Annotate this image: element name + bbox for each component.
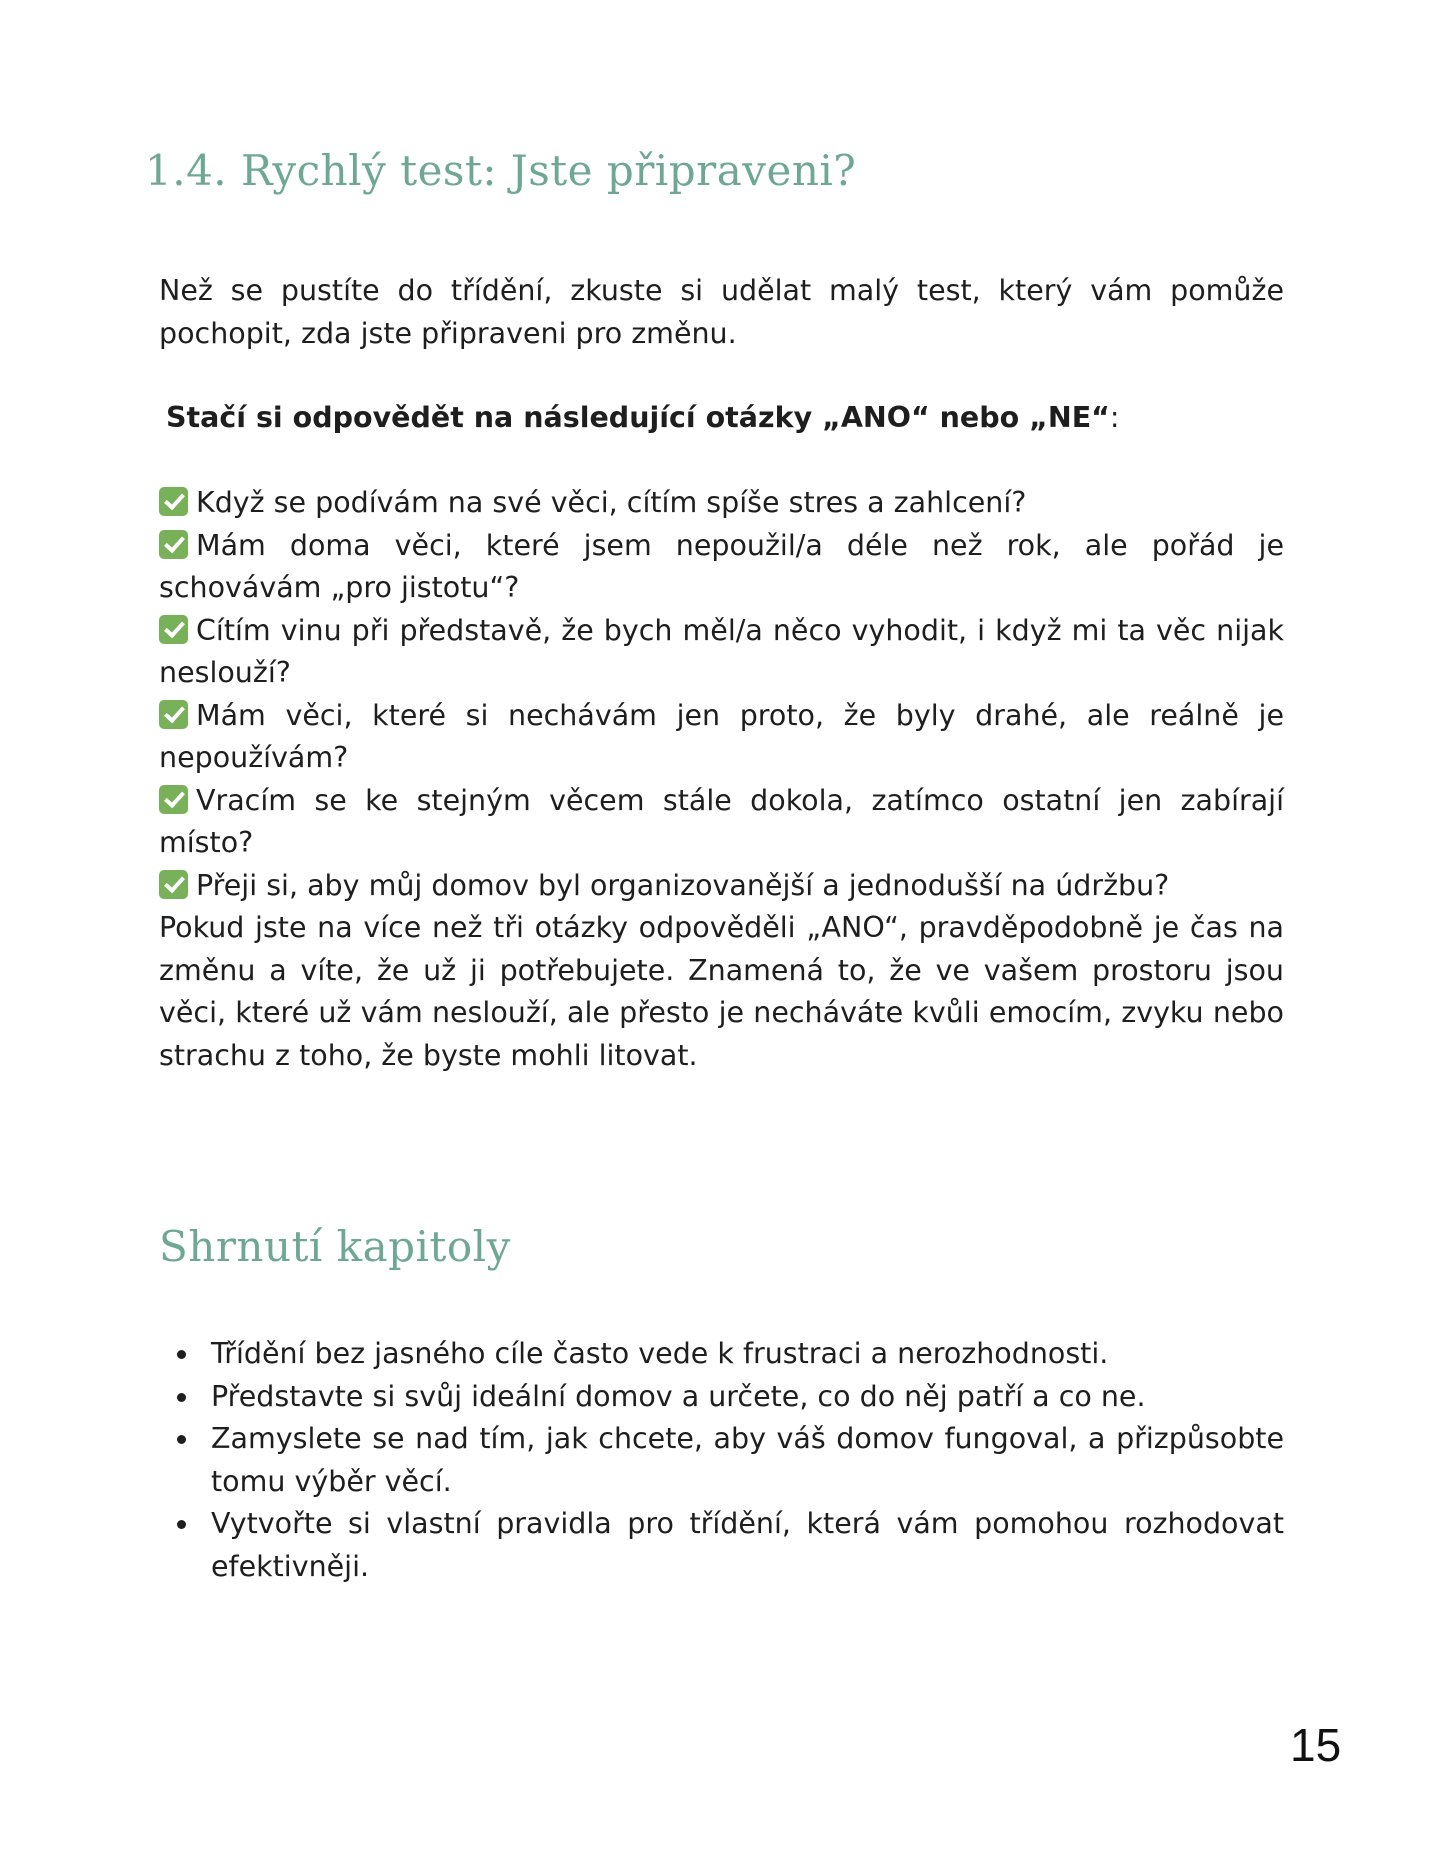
checklist-item-text: Přeji si, aby můj domov byl organizovanější a jednodušší na údržbu? (196, 868, 1170, 902)
summary-heading: Shrnutí kapitoly (159, 1222, 511, 1271)
check-mark-button-icon (159, 530, 188, 559)
summary-item (159, 1503, 1284, 1588)
checklist-item (159, 525, 1284, 610)
checklist-item-text: Cítím vinu při představě, že bych měl/a něco vyhodit, i když mi ta věc nijak neslouží? (159, 613, 1284, 689)
bullet-icon (177, 1435, 186, 1444)
check-mark-button-icon (159, 785, 188, 814)
checklist-item (159, 780, 1284, 865)
summary-list (159, 1333, 1284, 1588)
summary-item-text: Třídění bez jasného cíle často vede k frustraci a nerozhodnosti. (211, 1337, 1109, 1370)
check-mark-button-icon (159, 487, 188, 516)
checklist-item-text: Když se podívám na své věci, cítím spíše stres a zahlcení? (196, 486, 1027, 519)
check-mark-button-icon (159, 870, 188, 899)
result-paragraph: Pokud jste na více než tři otázky odpověděli „ANO“, pravděpodobně je čas na změnu a víte, že už ji potřebujete. Znamená to, že ve vašem prostoru jsou věci, které už vám neslouží, ale přesto je necháváte kvůli emocím, zvyku nebo strachu z toho, že byste mohli litovat. (159, 911, 1284, 1072)
summary-item-text: Zamyslete se nad tím, jak chcete, aby váš domov fungoval, a přizpůsobte tomu výběr věcí. (211, 1422, 1284, 1498)
summary-item-text: Představte si svůj ideální domov a určete, co do něj patří a co ne. (211, 1379, 1146, 1413)
summary-item (159, 1418, 1284, 1503)
checklist-item-text: Mám doma věci, které jsem nepoužil/a déle než rok, ale pořád je schovávám „pro jistotu“? (159, 528, 1284, 604)
checklist-item (159, 482, 1284, 525)
summary-item (159, 1333, 1284, 1376)
section-heading: 1.4. Rychlý test: Jste připraveni? (145, 146, 857, 195)
checklist-item (159, 865, 1284, 908)
instruction-suffix: : (1109, 401, 1120, 434)
checklist-item-text: Vracím se ke stejným věcem stále dokola, zatímco ostatní jen zabírají místo? (159, 783, 1284, 859)
checklist-item (159, 610, 1284, 695)
checklist (159, 482, 1284, 907)
checklist-item (159, 695, 1284, 780)
check-mark-button-icon (159, 700, 188, 729)
page-number: 15 (1290, 1719, 1342, 1771)
summary-item (159, 1376, 1284, 1419)
intro-paragraph: Než se pustíte do třídění, zkuste si udělat malý test, který vám pomůže pochopit, zda jste připraveni pro změnu. (159, 274, 1284, 350)
instruction-bold: Stačí si odpovědět na následující otázky „ANO“ nebo „NE“ (166, 401, 1110, 434)
check-mark-button-icon (159, 615, 188, 644)
instruction-text (166, 397, 1276, 440)
checklist-item-text: Mám věci, které si nechávám jen proto, že byly drahé, ale reálně je nepoužívám? (159, 698, 1284, 774)
bullet-icon (177, 1393, 186, 1402)
summary-item-text: Vytvořte si vlastní pravidla pro třídění, která vám pomohou rozhodovat efektivněji. (211, 1507, 1284, 1583)
bullet-icon (177, 1520, 186, 1529)
bullet-icon (177, 1350, 186, 1359)
